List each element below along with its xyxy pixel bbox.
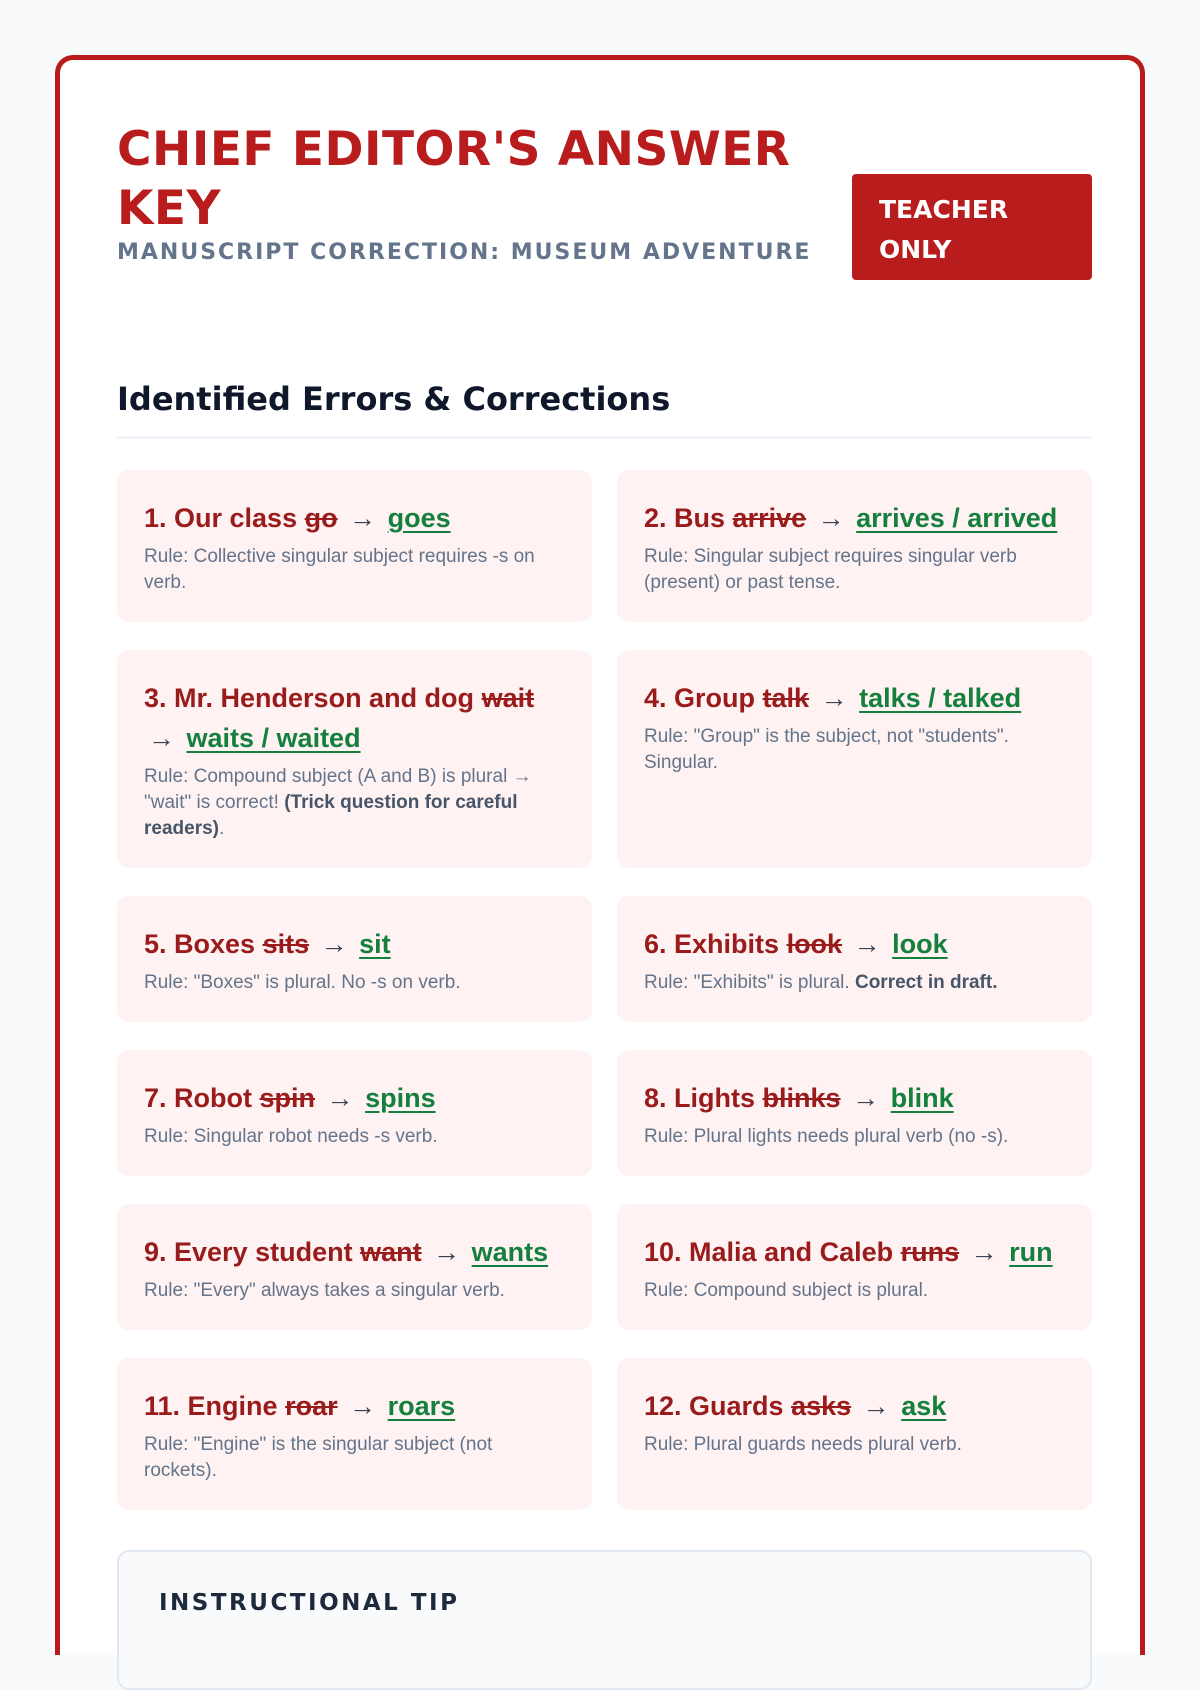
grammar-rule — [144, 1278, 565, 1304]
rule-text: Rule: Singular robot needs -s verb. — [144, 1126, 438, 1147]
corrected-verb: arrives / arrived — [856, 503, 1058, 533]
rule-emphasis: (Trick question for careful readers) — [144, 792, 518, 839]
incorrect-verb: sits — [262, 929, 310, 959]
header — [117, 120, 1092, 265]
corrections-grid — [117, 470, 1092, 1510]
sentence-subject: 6. Exhibits — [644, 929, 780, 959]
rule-text: Rule: Compound subject (A and B) is plural → "wait" is correct! — [144, 766, 532, 813]
rule-text: Rule: "Every" always takes a singular verb. — [144, 1280, 505, 1301]
corrected-verb: wants — [471, 1237, 549, 1267]
correction-card — [617, 470, 1092, 622]
arrow-icon: → — [433, 1237, 461, 1267]
sentence-subject: 11. Engine — [144, 1391, 278, 1421]
arrow-icon: → — [853, 929, 881, 959]
rule-text: Rule: "Exhibits" is plural. — [644, 972, 855, 993]
arrow-icon: → — [326, 1083, 354, 1113]
correction-card — [117, 896, 592, 1022]
correction-heading — [144, 1232, 565, 1272]
incorrect-verb: runs — [900, 1237, 960, 1267]
sentence-subject: 2. Bus — [644, 503, 726, 533]
incorrect-verb: asks — [791, 1391, 852, 1421]
section-title: Identified Errors & Corrections — [117, 380, 1092, 439]
grammar-rule — [144, 1432, 565, 1484]
arrow-icon: → — [862, 1391, 890, 1421]
sentence-subject: 10. Malia and Caleb — [644, 1237, 894, 1267]
rule-text: Rule: Plural guards needs plural verb. — [644, 1434, 962, 1455]
arrow-icon: → — [820, 683, 848, 713]
correction-heading — [144, 1386, 565, 1426]
correction-card — [117, 1358, 592, 1510]
arrow-icon: → — [349, 503, 377, 533]
rule-text: Rule: Compound subject is plural. — [644, 1280, 929, 1301]
correction-heading — [144, 498, 565, 538]
corrected-verb: ask — [901, 1391, 947, 1421]
corrected-verb: run — [1009, 1237, 1053, 1267]
corrected-verb: look — [892, 929, 948, 959]
correction-card — [617, 650, 1092, 868]
grammar-rule — [644, 724, 1065, 776]
sentence-subject: 1. Our class — [144, 503, 298, 533]
grammar-rule — [144, 764, 565, 842]
incorrect-verb: want — [360, 1237, 422, 1267]
correction-heading — [644, 1386, 1065, 1426]
rule-text: Rule: "Engine" is the singular subject (not rockets). — [144, 1434, 493, 1481]
answer-key-sheet — [55, 55, 1145, 1655]
incorrect-verb: talk — [762, 683, 810, 713]
correction-card — [117, 1050, 592, 1176]
correction-card — [617, 1358, 1092, 1510]
correction-heading — [144, 1078, 565, 1118]
grammar-rule — [644, 544, 1065, 596]
correction-card — [617, 896, 1092, 1022]
rule-text: Rule: "Boxes" is plural. No -s on verb. — [144, 972, 461, 993]
page-subtitle: MANUSCRIPT CORRECTION: MUSEUM ADVENTURE — [117, 240, 812, 265]
tip-title: INSTRUCTIONAL TIP — [159, 1590, 460, 1616]
correction-heading — [644, 1232, 1065, 1272]
arrow-icon: → — [320, 929, 348, 959]
arrow-icon: → — [349, 1391, 377, 1421]
page-title: CHIEF EDITOR'S ANSWER KEY — [117, 122, 791, 236]
sentence-subject: 5. Boxes — [144, 929, 256, 959]
incorrect-verb: arrive — [732, 503, 807, 533]
incorrect-verb: wait — [481, 683, 535, 713]
arrow-icon: → — [852, 1083, 880, 1113]
incorrect-verb: spin — [259, 1083, 316, 1113]
corrected-verb: goes — [387, 503, 451, 533]
correction-card — [617, 1204, 1092, 1330]
correction-card — [117, 650, 592, 868]
grammar-rule — [644, 1432, 1065, 1458]
correction-card — [117, 470, 592, 622]
corrected-verb: roars — [387, 1391, 456, 1421]
sentence-subject: 8. Lights — [644, 1083, 756, 1113]
rule-text: Rule: "Group" is the subject, not "students". Singular. — [644, 726, 1009, 773]
rule-emphasis: Correct in draft. — [854, 972, 998, 993]
corrected-verb: spins — [365, 1083, 436, 1113]
rule-text: Rule: Collective singular subject requires -s on verb. — [144, 546, 535, 593]
grammar-rule — [644, 970, 1065, 996]
incorrect-verb: roar — [285, 1391, 338, 1421]
grammar-rule — [144, 970, 565, 996]
grammar-rule — [144, 1124, 565, 1150]
sentence-subject: 12. Guards — [644, 1391, 784, 1421]
sentence-subject: 7. Robot — [144, 1083, 252, 1113]
grammar-rule — [644, 1278, 1065, 1304]
correction-heading — [144, 678, 565, 758]
corrected-verb: blink — [890, 1083, 954, 1113]
sentence-subject: 3. Mr. Henderson and dog — [144, 683, 475, 713]
corrected-verb: waits / waited — [186, 723, 361, 753]
sentence-subject: 9. Every student — [144, 1237, 353, 1267]
grammar-rule — [144, 544, 565, 596]
rule-tail: . — [219, 818, 225, 839]
instructional-tip-box — [117, 1550, 1092, 1690]
correction-heading — [644, 498, 1065, 538]
arrow-icon: → — [817, 503, 845, 533]
arrow-icon: → — [148, 723, 175, 753]
grammar-rule — [644, 1124, 1065, 1150]
correction-heading — [644, 678, 1065, 718]
rule-text: Rule: Plural lights needs plural verb (no -s). — [644, 1126, 1009, 1147]
correction-heading — [644, 1078, 1065, 1118]
correction-card — [617, 1050, 1092, 1176]
incorrect-verb: look — [786, 929, 843, 959]
incorrect-verb: blinks — [762, 1083, 841, 1113]
correction-heading — [144, 924, 565, 964]
sentence-subject: 4. Group — [644, 683, 756, 713]
rule-text: Rule: Singular subject requires singular verb (present) or past tense. — [644, 546, 1017, 593]
incorrect-verb: go — [304, 503, 338, 533]
arrow-icon: → — [970, 1237, 998, 1267]
corrected-verb: sit — [359, 929, 391, 959]
teacher-only-badge: TEACHER ONLY — [852, 174, 1092, 280]
corrected-verb: talks / talked — [859, 683, 1022, 713]
correction-heading — [644, 924, 1065, 964]
correction-card — [117, 1204, 592, 1330]
